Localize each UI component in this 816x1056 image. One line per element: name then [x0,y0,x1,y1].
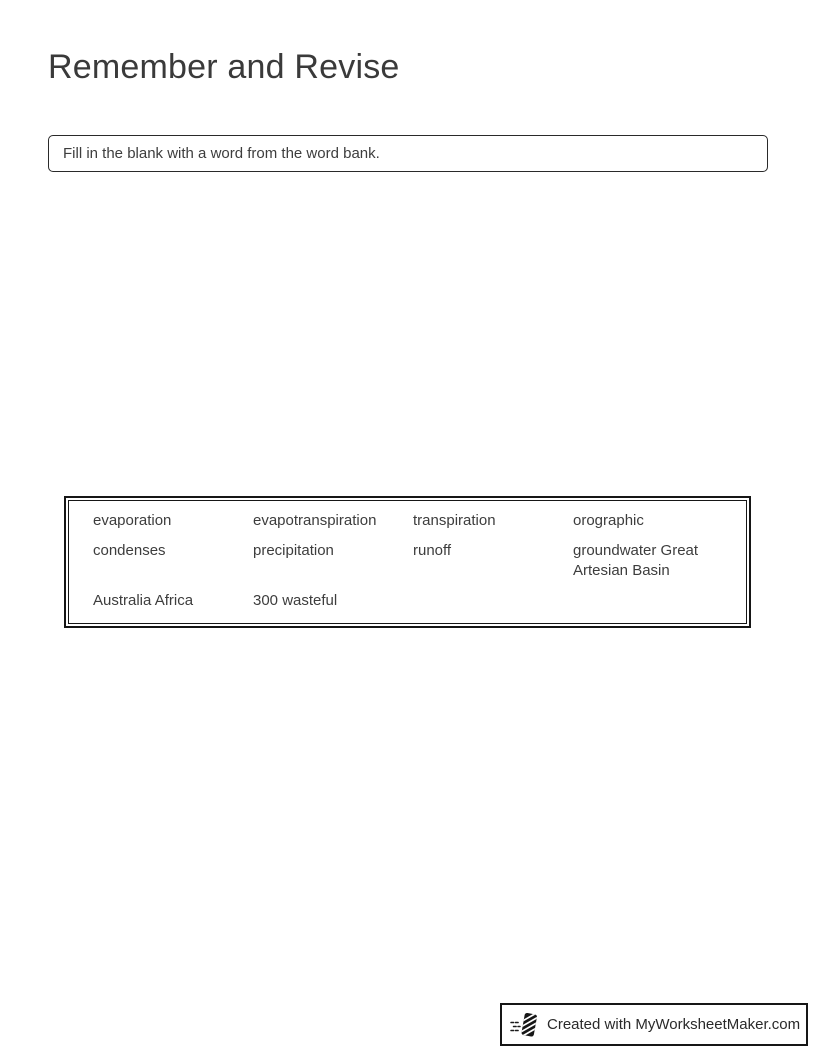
word-bank-item: evaporation [93,512,172,529]
word-bank-item: condenses [93,542,166,559]
word-bank-inner-border [68,500,747,624]
word-bank-item: precipitation [253,542,334,559]
word-bank-item: Australia Africa [93,592,194,609]
credit-text: Created with MyWorksheetMaker.com [547,1016,801,1033]
word-bank-box [64,496,751,628]
page-title: Remember and Revise [48,48,400,86]
word-bank-item: groundwater Great Artesian Basin [573,542,699,579]
flying-worksheet-icon [510,1009,540,1041]
instruction-box [48,135,768,172]
word-bank-item: transpiration [413,512,496,529]
word-bank-item: orographic [573,512,644,529]
word-bank-item: runoff [413,542,452,559]
credit-badge-link[interactable] [500,1003,808,1046]
instruction-text: Fill in the blank with a word from the word bank. [63,145,380,162]
word-bank-item: 300 wasteful [253,592,338,609]
word-bank-grid [93,511,722,611]
word-bank-item: evapotranspiration [253,512,377,529]
